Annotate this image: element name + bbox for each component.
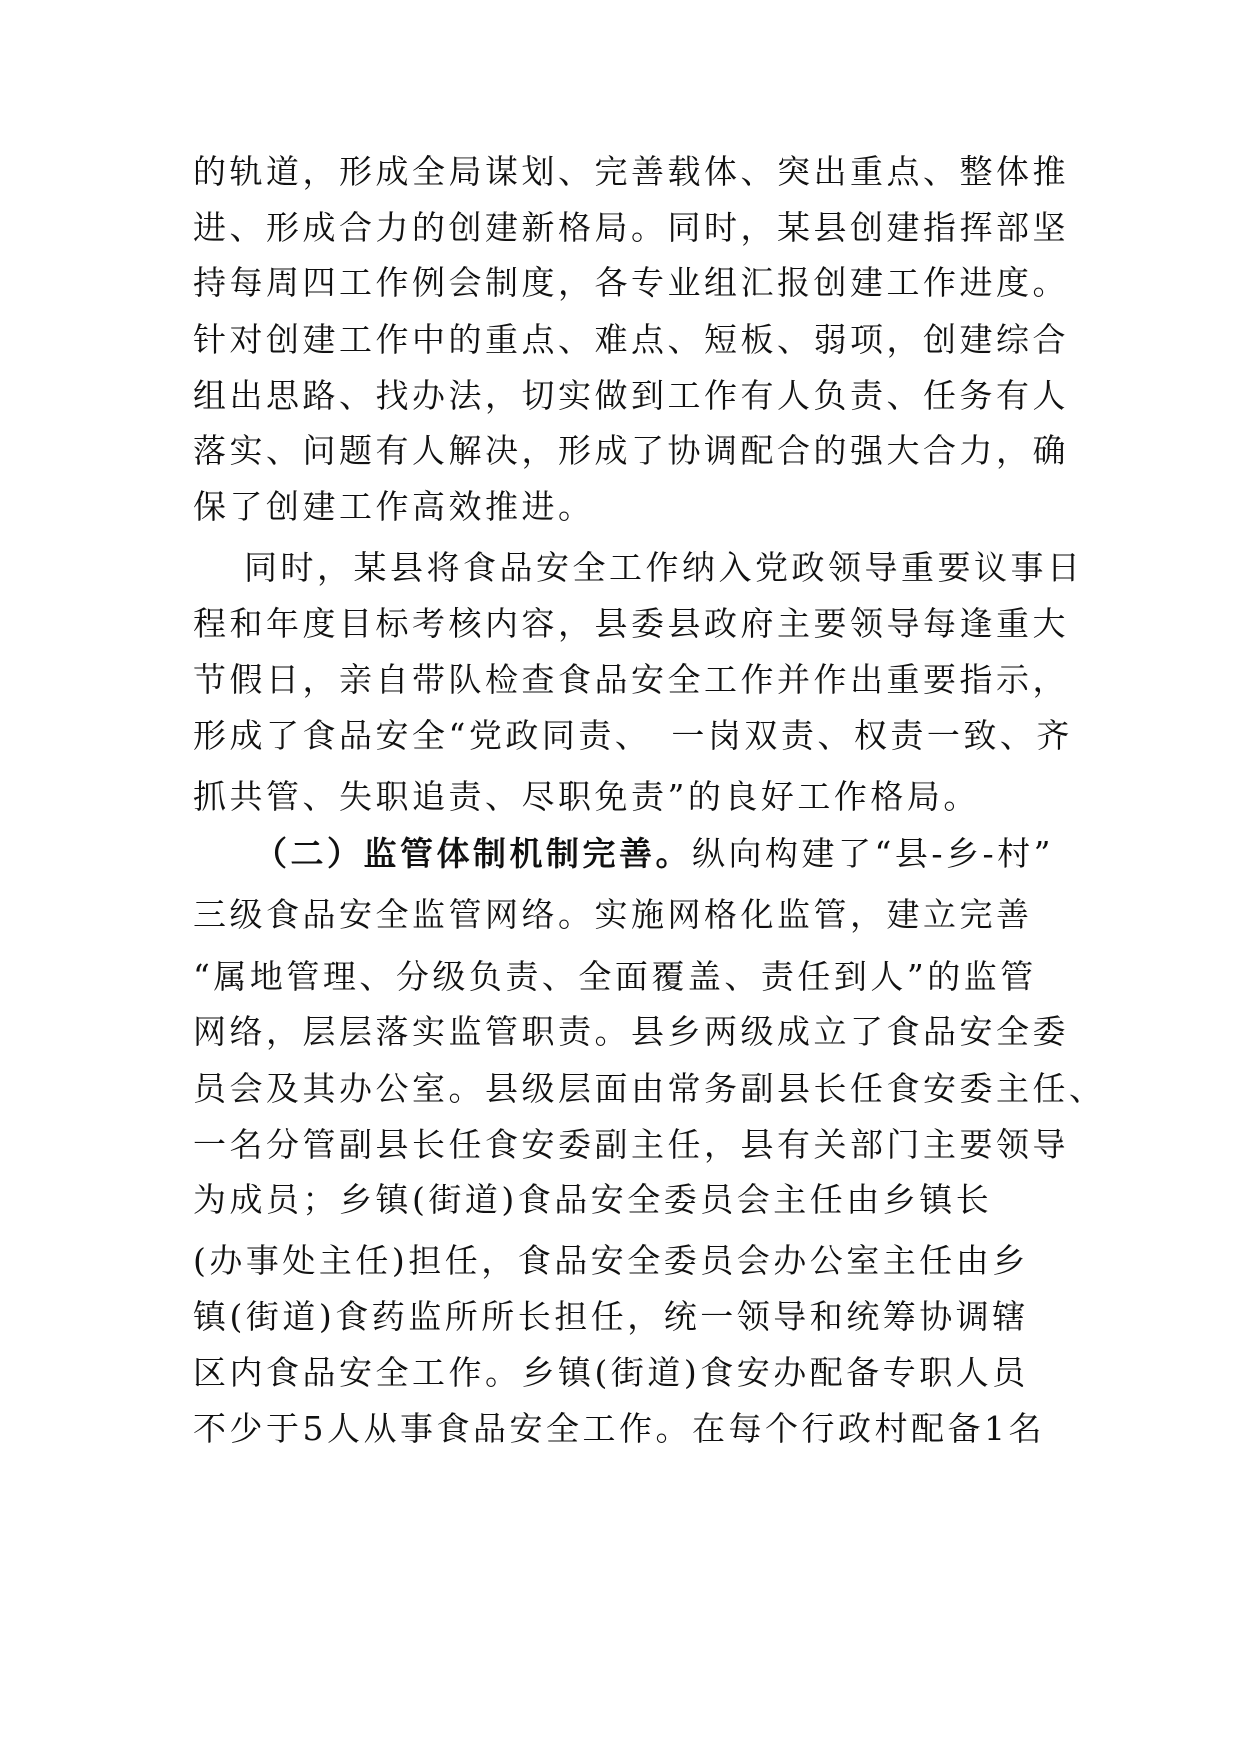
paragraph-line: 员会及其办公室。县级层面由常务副县长任食安委主任、 (193, 1069, 1106, 1108)
paragraph-line: 抓共管、失职追责、尽职免责”的良好工作格局。 (193, 777, 980, 816)
paragraph-line: 纵向构建了“县-乡-村” (692, 834, 1055, 873)
paragraph-line: 落实、问题有人解决，形成了协调配合的强大合力，确 (193, 431, 1069, 470)
paragraph-line: 保了创建工作高效推进。 (193, 487, 595, 526)
paragraph-line: 的轨道，形成全局谋划、完善载体、突出重点、整体推 (193, 152, 1069, 191)
paragraph-line: 程和年度目标考核内容，县委县政府主要领导每逢重大 (193, 604, 1069, 643)
paragraph-line: 进、形成合力的创建新格局。同时，某县创建指挥部坚 (193, 208, 1069, 247)
paragraph-line: 三级食品安全监管网络。实施网格化监管，建立完善 (193, 895, 1033, 934)
paragraph-line: 组出思路、找办法，切实做到工作有人负责、任务有人 (193, 376, 1069, 415)
paragraph-line: 持每周四工作例会制度，各专业组汇报创建工作进度。 (193, 263, 1069, 302)
paragraph-line: 不少于5人从事食品安全工作。在每个行政村配备1名 (193, 1409, 1045, 1448)
paragraph-line: 区内食品安全工作。乡镇(街道)食安办配备专职人员 (193, 1353, 1029, 1392)
section-heading: （二）监管体制机制完善。 (254, 834, 692, 873)
paragraph-line: 针对创建工作中的重点、难点、短板、弱项，创建综合 (193, 320, 1069, 359)
paragraph-line: 同时，某县将食品安全工作纳入党政领导重要议事日 (244, 548, 1084, 587)
section-heading-line (254, 834, 1054, 874)
paragraph-line: 形成了食品安全“党政同责、 一岗双责、权责一致、齐 (193, 716, 1073, 755)
paragraph-line: (办事处主任)担任，食品安全委员会办公室主任由乡 (193, 1241, 1029, 1280)
paragraph-line: “属地管理、分级负责、全面覆盖、责任到人”的监管 (193, 957, 1037, 996)
paragraph-line: 镇(街道)食药监所所长担任，统一领导和统筹协调辖 (193, 1297, 1029, 1336)
paragraph-line: 为成员；乡镇(街道)食品安全委员会主任由乡镇长 (193, 1180, 993, 1219)
paragraph-line: 节假日，亲自带队检查食品安全工作并作出重要指示， (193, 660, 1069, 699)
paragraph-line: 网络，层层落实监管职责。县乡两级成立了食品安全委 (193, 1012, 1069, 1051)
paragraph-line: 一名分管副县长任食安委副主任，县有关部门主要领导 (193, 1125, 1069, 1164)
